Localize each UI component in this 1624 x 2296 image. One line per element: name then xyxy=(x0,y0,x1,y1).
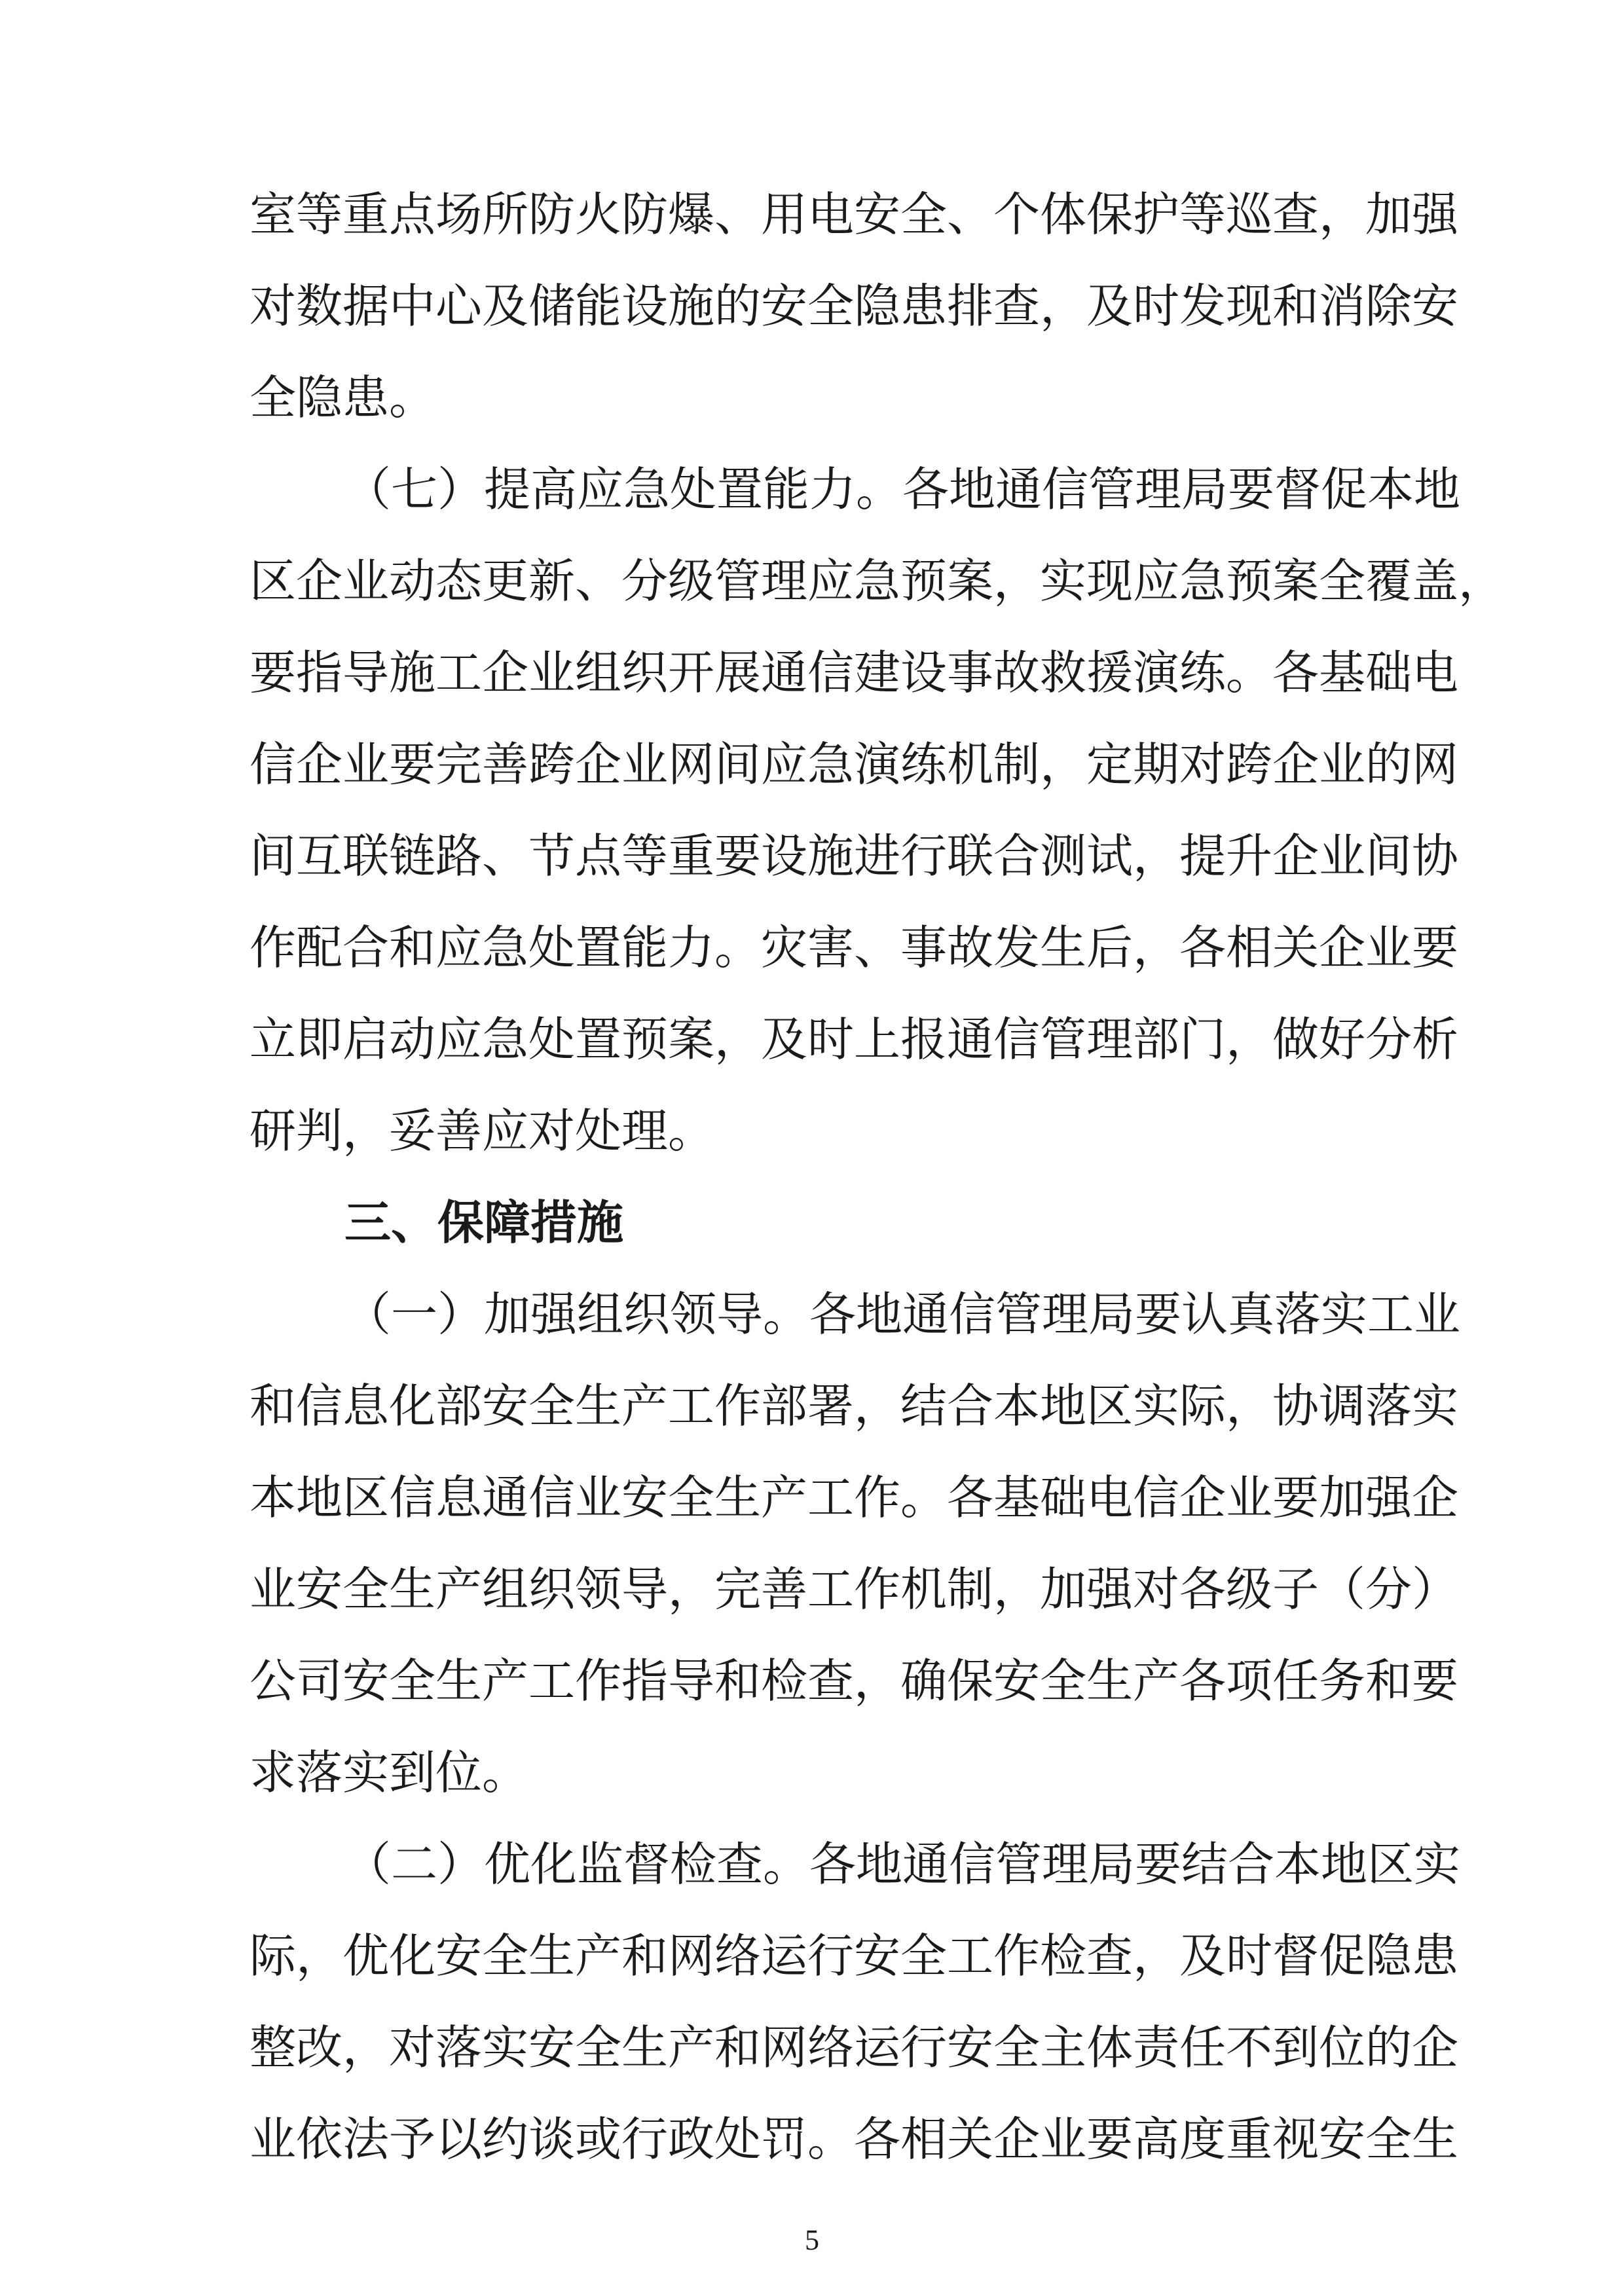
body-line: 公司安全生产工作指导和检查，确保安全生产各项任务和要 xyxy=(249,1654,1459,1708)
body-line: 作配合和应急处置能力。灾害、事故发生后，各相关企业要 xyxy=(249,920,1459,975)
body-line: 际，优化安全生产和网络运行安全工作检查，及时督促隐患 xyxy=(249,1929,1459,1983)
body-line: 研判，妥善应对处理。 xyxy=(249,1104,715,1158)
body-line: 立即启动应急处置预案，及时上报通信管理部门，做好分析 xyxy=(249,1012,1459,1066)
body-line: 本地区信息通信业安全生产工作。各基础电信企业要加强企 xyxy=(249,1470,1459,1525)
paragraph-first-line: （二）优化监督检查。各地通信管理局要结合本地区实 xyxy=(344,1837,1461,1891)
paragraph-first-line: （七）提高应急处置能力。各地通信管理局要督促本地 xyxy=(344,462,1461,517)
body-line: 整改，对落实安全生产和网络运行安全主体责任不到位的企 xyxy=(249,2020,1459,2075)
page-number: 5 xyxy=(805,2224,819,2256)
body-line: 求落实到位。 xyxy=(249,1745,529,1800)
body-line: 业依法予以约谈或行政处罚。各相关企业要高度重视安全生 xyxy=(249,2112,1459,2166)
body-line: 信企业要完善跨企业网间应急演练机制，定期对跨企业的网 xyxy=(249,737,1459,792)
body-line: 业安全生产组织领导，完善工作机制，加强对各级子（分） xyxy=(249,1562,1459,1616)
body-line: 要指导施工企业组织开展通信建设事故救援演练。各基础电 xyxy=(249,646,1459,700)
body-line: 室等重点场所防火防爆、用电安全、个体保护等巡查，加强 xyxy=(249,187,1459,242)
body-line: 间互联链路、节点等重要设施进行联合测试，提升企业间协 xyxy=(249,829,1459,883)
body-line: 和信息化部安全生产工作部署，结合本地区实际，协调落实 xyxy=(249,1379,1459,1433)
body-line: 对数据中心及储能设施的安全隐患排查，及时发现和消除安 xyxy=(249,279,1459,333)
paragraph-first-line: （一）加强组织领导。各地通信管理局要认真落实工业 xyxy=(344,1287,1461,1341)
body-line: 区企业动态更新、分级管理应急预案，实现应急预案全覆盖， xyxy=(249,554,1505,608)
body-line: 全隐患。 xyxy=(249,371,436,425)
section-heading: 三、保障措施 xyxy=(344,1195,624,1250)
